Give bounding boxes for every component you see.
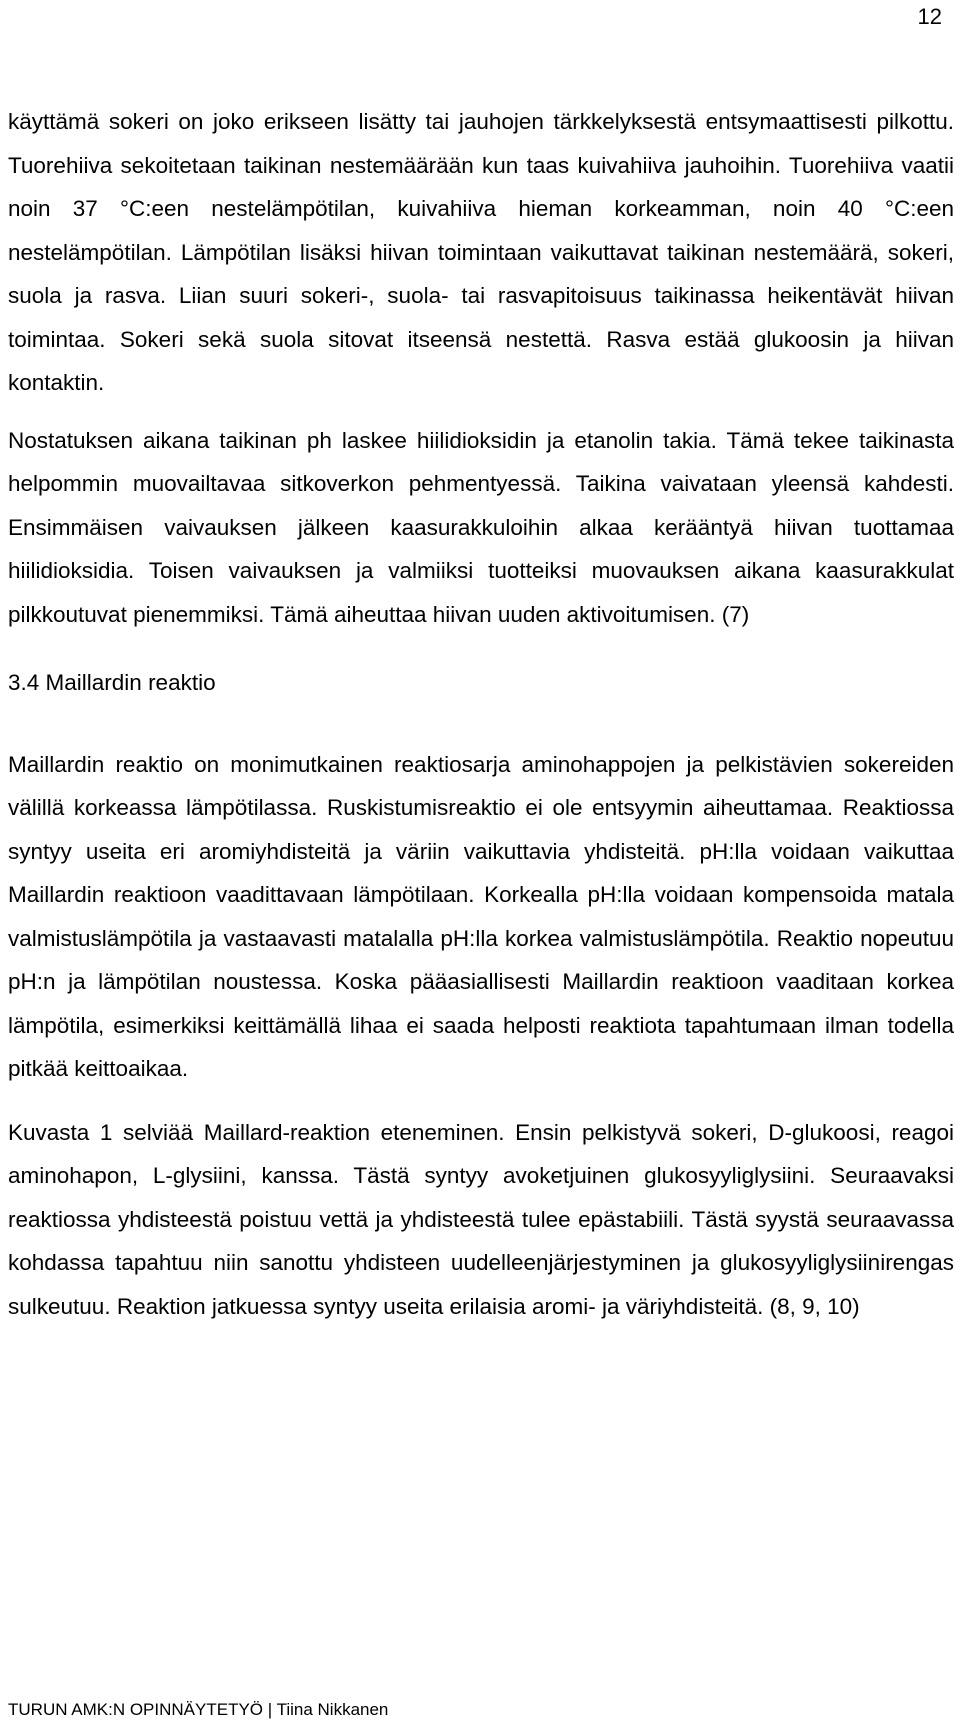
document-body xyxy=(8,100,954,1328)
page-footer: TURUN AMK:N OPINNÄYTETYÖ | Tiina Nikkanen xyxy=(8,1700,389,1719)
paragraph-maillard-reaction: Maillardin reaktio on monimutkainen reaktiosarja aminohappojen ja pelkistävien sokereiden välillä korkeassa lämpötilassa. Ruskistumisreaktio ei ole entsyymin aiheuttamaa. Reaktiossa syntyy useita eri aromiyhdisteitä ja väriin vaikuttavia yhdisteitä. pH:lla voidaan vaikuttaa Maillardin reaktioon vaadittavaan lämpötilaan. Korkealla pH:lla voidaan kompensoida matala valmistuslämpötila ja vastaavasti matalalla pH:lla korkea valmistuslämpötila. Reaktio nopeutuu pH:n ja lämpötilan noustessa. Koska pääasiallisesti Maillardin reaktioon vaaditaan korkea lämpötila, esimerkiksi keittämällä lihaa ei saada helposti reaktiota tapahtumaan ilman todella pitkää keittoaikaa. xyxy=(8,751,954,1081)
paragraph-proofing: Nostatuksen aikana taikinan ph laskee hiilidioksidin ja etanolin takia. Tämä tekee taikinasta helpommin muovailtavaa sitkoverkon pehmentyessä. Taikina vaivataan yleensä kahdesti. Ensimmäisen vaivauksen jälkeen kaasurakkuloihin alkaa kerääntyä hiivan tuottamaa hiilidioksidia. Toisen vaivauksen ja valmiiksi tuotteiksi muovauksen aikana kaasurakkulat pilkkoutuvat pienemmiksi. Tämä aiheuttaa hiivan uuden aktivoitumisen. (7) xyxy=(8,427,954,627)
paragraph-maillard-steps: Kuvasta 1 selviää Maillard-reaktion eteneminen. Ensin pelkistyvä sokeri, D-glukoosi, reagoi aminohapon, L-glysiini, kanssa. Tästä syntyy avoketjuinen glukosyyliglysiini. Seuraavaksi reaktiossa yhdisteestä poistuu vettä ja yhdisteestä tulee epästabiili. Tästä syystä seuraavassa kohdassa tapahtuu niin sanottu yhdisteen uudelleenjärjestyminen ja glukosyyliglysiinirengas sulkeutuu. Reaktion jatkuessa syntyy useita erilaisia aromi- ja väriyhdisteitä. (8, 9, 10) xyxy=(8,1119,954,1319)
section-heading: 3.4 Maillardin reaktio xyxy=(8,670,216,695)
page-number: 12 xyxy=(917,4,942,29)
paragraph-yeast-intro: käyttämä sokeri on joko erikseen lisätty tai jauhojen tärkkelyksestä entsymaattisesti pilkottu. Tuorehiiva sekoitetaan taikinan nestemäärään kun taas kuivahiiva jauhoihin. Tuorehiiva vaatii noin 37 °C:een nestelämpötilan, kuivahiiva hieman korkeamman, noin 40 °C:een nestelämpötilan. Lämpötilan lisäksi hiivan toimintaan vaikuttavat taikinan nestemäärä, sokeri, suola ja rasva. Liian suuri sokeri-, suola- tai rasvapitoisuus taikinassa heikentävät hiivan toimintaa. Sokeri sekä suola sitovat itseensä nestettä. Rasva estää glukoosin ja hiivan kontaktin. xyxy=(8,109,954,395)
